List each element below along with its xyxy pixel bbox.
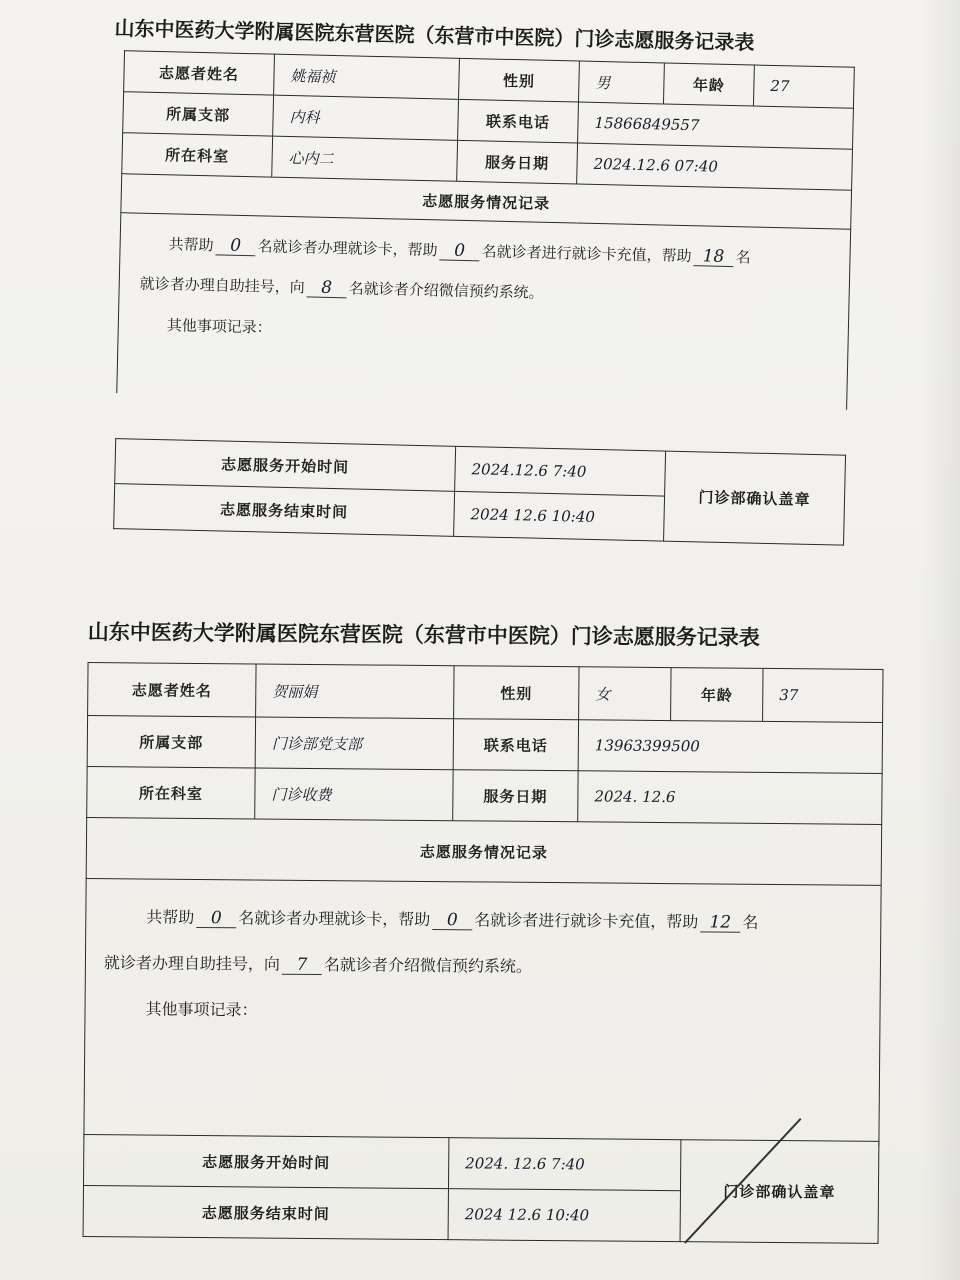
gender-label: 性别 [459,58,580,102]
page-edge-shadow [920,0,960,1280]
end-time-label: 志愿服务结束时间 [114,484,455,537]
record-table [83,662,883,1146]
text-fragment: 名 [742,912,759,932]
phone-label: 联系电话 [458,99,579,143]
text-fragment: 名就诊者办理就诊卡，帮助 [257,237,438,260]
name-value: 姚福祯 [274,54,460,99]
record-body [84,878,881,1145]
date-value: 2024. 12.6 [578,771,882,825]
count-card-recharge: 0 [432,912,472,930]
record-form-2 [82,612,888,1269]
record-line-1 [146,907,759,933]
gender-label: 性别 [454,666,579,720]
start-time-label: 志愿服务开始时间 [115,439,456,492]
text-fragment: 名就诊者进行就诊卡充值，帮助 [481,242,692,266]
date-value: 2024.12.6 07:40 [577,143,853,190]
text-fragment: 共帮助 [146,907,195,927]
count-wechat-intro: 8 [306,279,346,298]
name-label: 志愿者姓名 [88,663,256,717]
name-value: 贺丽娟 [256,664,454,719]
record-line-2 [140,276,544,303]
dept-value: 门诊收费 [255,768,453,821]
dept-label: 所在科室 [87,766,255,818]
age-label: 年龄 [671,668,763,722]
age-value: 37 [763,668,883,722]
section-title: 志愿服务情况记录 [86,817,882,885]
record-body [117,213,851,410]
record-line-1 [168,236,750,267]
phone-value: 15866849557 [578,102,854,149]
text-fragment: 名就诊者介绍微信预约系统。 [348,279,544,302]
time-table [113,438,846,546]
end-time-label: 志愿服务结束时间 [83,1185,448,1239]
age-value: 27 [753,65,854,108]
other-notes-label: 其他事项记录： [145,999,258,1020]
phone-label: 联系电话 [453,719,578,771]
text-fragment: 就诊者办理自助挂号，向 [139,274,305,297]
date-label: 服务日期 [457,140,578,184]
count-wechat-intro: 7 [282,957,322,975]
count-card-recharge: 0 [439,242,479,261]
section-title: 志愿服务情况记录 [121,174,852,230]
form-title: 山东中医药大学附属医院东营医院（东营市中医院）门诊志愿服务记录表 [114,15,755,55]
end-time-value: 2024 12.6 10:40 [448,1189,680,1242]
phone-value: 13963399500 [578,720,882,774]
gender-value: 女 [579,667,671,721]
text-fragment: 就诊者办理自助挂号，向 [103,953,281,974]
count-self-register: 18 [693,248,733,267]
stamp-label: 门诊部确认盖章 [680,1140,879,1244]
branch-label: 所属支部 [87,716,255,768]
dept-label: 所在科室 [122,133,273,177]
text-fragment: 名就诊者介绍微信预约系统。 [323,955,533,976]
text-fragment: 名就诊者进行就诊卡充值，帮助 [474,910,699,932]
form-title: 山东中医药大学附属医院东营医院（东营市中医院）门诊志愿服务记录表 [87,619,760,650]
name-label: 志愿者姓名 [124,51,275,95]
start-time-value: 2024.12.6 7:40 [455,446,666,496]
age-label: 年龄 [663,63,754,106]
record-table [116,50,855,409]
record-line-2 [104,955,532,977]
time-table [83,1134,880,1244]
start-time-value: 2024. 12.6 7:40 [448,1138,680,1191]
text-fragment: 名就诊者办理就诊卡，帮助 [238,908,431,929]
branch-label: 所属支部 [123,92,274,136]
branch-value: 内科 [273,95,459,140]
end-time-value: 2024 12.6 10:40 [454,491,665,541]
other-notes-label: 其他事项记录： [166,316,273,337]
date-label: 服务日期 [453,770,578,822]
dept-value: 心内二 [272,136,458,181]
text-fragment: 共帮助 [168,235,214,255]
gender-value: 男 [578,61,664,104]
text-fragment: 名 [735,248,751,267]
stamp-label: 门诊部确认盖章 [664,451,846,545]
count-card-issue: 0 [215,237,255,256]
count-self-register: 12 [700,914,740,932]
branch-value: 门诊部党支部 [255,717,453,770]
record-form-1 [102,8,855,585]
start-time-label: 志愿服务开始时间 [83,1134,448,1188]
count-card-issue: 0 [196,910,236,928]
